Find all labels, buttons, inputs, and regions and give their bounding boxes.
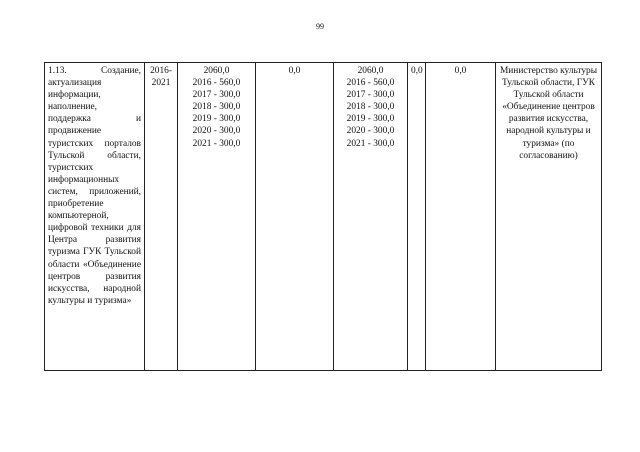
period-cell [145,63,178,371]
municipal-funding-cell [408,63,426,371]
regional-funding-line: 2019 - 300,0 [346,114,395,125]
regional-funding-line: 2016 - 560,0 [346,78,395,89]
federal-funding: 0,0 [288,66,301,76]
total-funding-cell [178,63,256,371]
federal-funding-cell [256,63,334,371]
total-funding-line: 2060,0 [203,66,230,76]
program-table [44,62,602,371]
regional-funding-line: 2021 - 300,0 [346,138,395,149]
executor-cell [496,63,602,371]
table-row [45,63,602,371]
total-funding-line: 2018 - 300,0 [192,102,241,113]
regional-funding-cell [334,63,408,371]
total-funding-line: 2020 - 300,0 [192,126,241,137]
regional-funding-line: 2018 - 300,0 [346,102,395,113]
total-funding-line: 2016 - 560,0 [192,78,241,89]
event-name-cell [45,63,145,371]
other-funding: 0,0 [454,66,467,76]
regional-funding-line: 2017 - 300,0 [346,90,395,101]
total-funding-line: 2017 - 300,0 [192,90,241,101]
total-funding-line: 2021 - 300,0 [192,138,241,149]
regional-funding-line: 2060,0 [357,66,384,76]
event-name: 1.13. Создание, актуализация информации, наполнение, поддержка и продвижение туристских порталов Тульской области, туристских информационных систем, приложений, приобретение компьютерной, цифровой техники для Центра развития туризма ГУК Тульской области «Объединение центров развития искусства, народной культуры и туризма» [48,66,141,306]
total-funding-line: 2019 - 300,0 [192,114,241,125]
executor: Министерство культуры Тульской области, ГУК Тульской области «Объединение центров развития искусства, народной культуры и туризма» (по согласованию) [499,66,598,161]
municipal-funding: 0,0 [411,66,423,76]
period: 2016-2021 [150,66,172,89]
regional-funding-line: 2020 - 300,0 [346,126,395,137]
page-number: 99 [316,22,324,31]
other-funding-cell [426,63,496,371]
